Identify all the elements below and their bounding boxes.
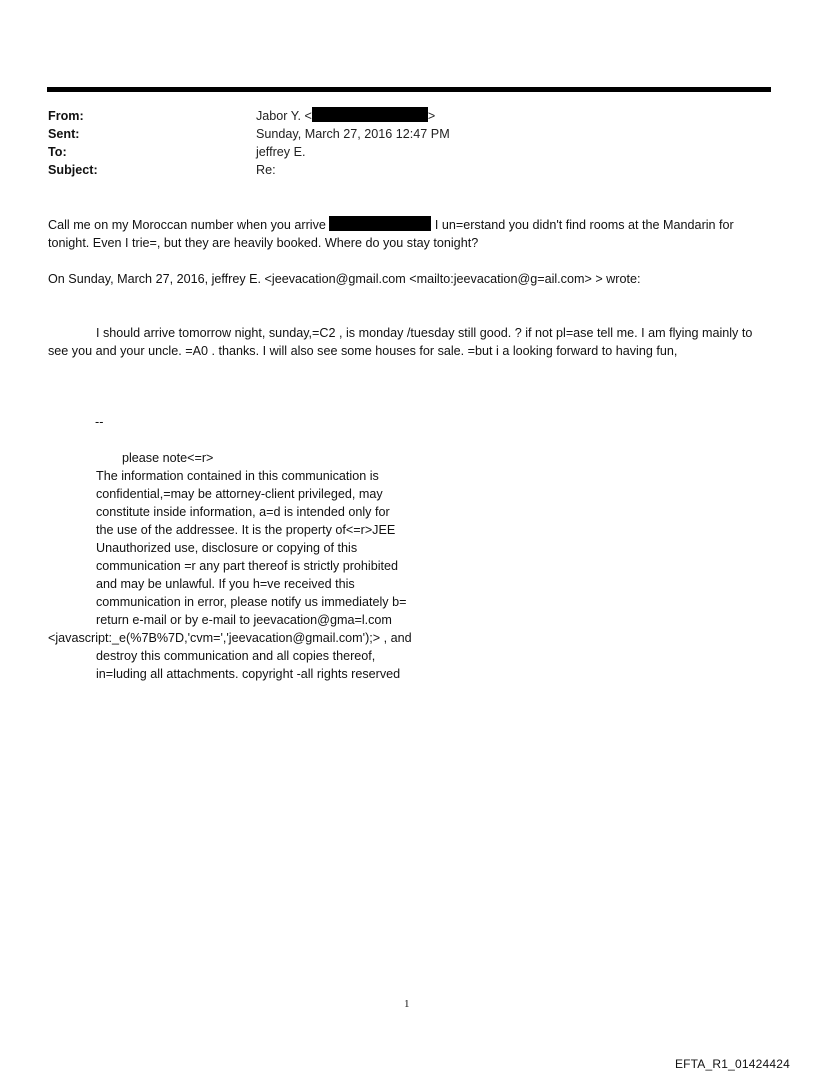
quoted-message: I should arrive tomorrow night, sunday,=C2 , is monday /tuesday still good. ? if not pl=ase tell me. I am flying mainly to see you and your uncle. =A0 . thanks. I will also see some houses for sale. =but i a looking forward to having fun, xyxy=(48,326,753,358)
from-label: From: xyxy=(48,109,84,123)
email-header xyxy=(48,107,768,179)
signature-separator: -- xyxy=(95,415,104,429)
redaction-box xyxy=(329,216,431,231)
disclaimer-line: in=luding all attachments. copyright -all rights reserved xyxy=(96,667,401,681)
sent-row xyxy=(48,125,768,143)
disclaimer-line: destroy this communication and all copies thereof, xyxy=(96,649,376,663)
disclaimer-line: <javascript:_e(%7B%7D,'cvm=','jeevacation@gmail.com');> , and xyxy=(48,631,412,645)
disclaimer-line: please note<=r> xyxy=(122,451,214,465)
disclaimer-line: communication =r any part thereof is strictly prohibited xyxy=(96,559,399,573)
message-start: Call me on my Moroccan number when you arrive xyxy=(48,218,330,232)
quote-attribution: On Sunday, March 27, 2016, jeffrey E. <jeevacation@gmail.com <mailto:jeevacation@g=ail.com> > wrote: xyxy=(48,272,641,286)
signature-disclaimer xyxy=(48,449,528,683)
page-number: 1 xyxy=(404,998,410,1010)
document-id: EFTA_R1_01424424 xyxy=(674,1057,790,1071)
disclaimer-line: return e-mail or by e-mail to jeevacation@gma=l.com xyxy=(96,613,392,627)
sent-value: Sunday, March 27, 2016 12:47 PM xyxy=(256,127,450,141)
sent-label: Sent: xyxy=(48,127,80,141)
disclaimer-line: and may be unlawful. If you h=ve received this xyxy=(96,577,355,591)
from-close: > xyxy=(427,109,436,123)
message-end: I un=erstand you didn't find rooms at the Mandarin for tonight. Even I trie=, but they are heavily booked. Where do you stay tonight? xyxy=(48,218,734,250)
subject-row xyxy=(48,161,768,179)
from-value xyxy=(256,107,435,125)
message-paragraph xyxy=(48,216,770,252)
subject-value: Re: xyxy=(256,163,276,177)
disclaimer-line: Unauthorized use, disclosure or copying of this xyxy=(96,541,358,555)
to-label: To: xyxy=(48,145,67,159)
disclaimer-line: the use of the addressee. It is the property of<=r>JEE xyxy=(96,523,396,537)
disclaimer-line: The information contained in this communication is xyxy=(96,469,379,483)
disclaimer-line: confidential,=may be attorney-client privileged, may xyxy=(96,487,383,501)
to-row xyxy=(48,143,768,161)
from-name: Jabor Y. < xyxy=(256,109,312,123)
to-value: jeffrey E. xyxy=(256,145,306,159)
header-rule xyxy=(47,87,771,92)
disclaimer-line: communication in error, please notify us immediately b= xyxy=(96,595,407,609)
from-row xyxy=(48,107,768,125)
disclaimer-line: constitute inside information, a=d is intended only for xyxy=(96,505,390,519)
redaction-box xyxy=(312,107,428,122)
subject-label: Subject: xyxy=(48,163,98,177)
email-body xyxy=(48,216,770,360)
